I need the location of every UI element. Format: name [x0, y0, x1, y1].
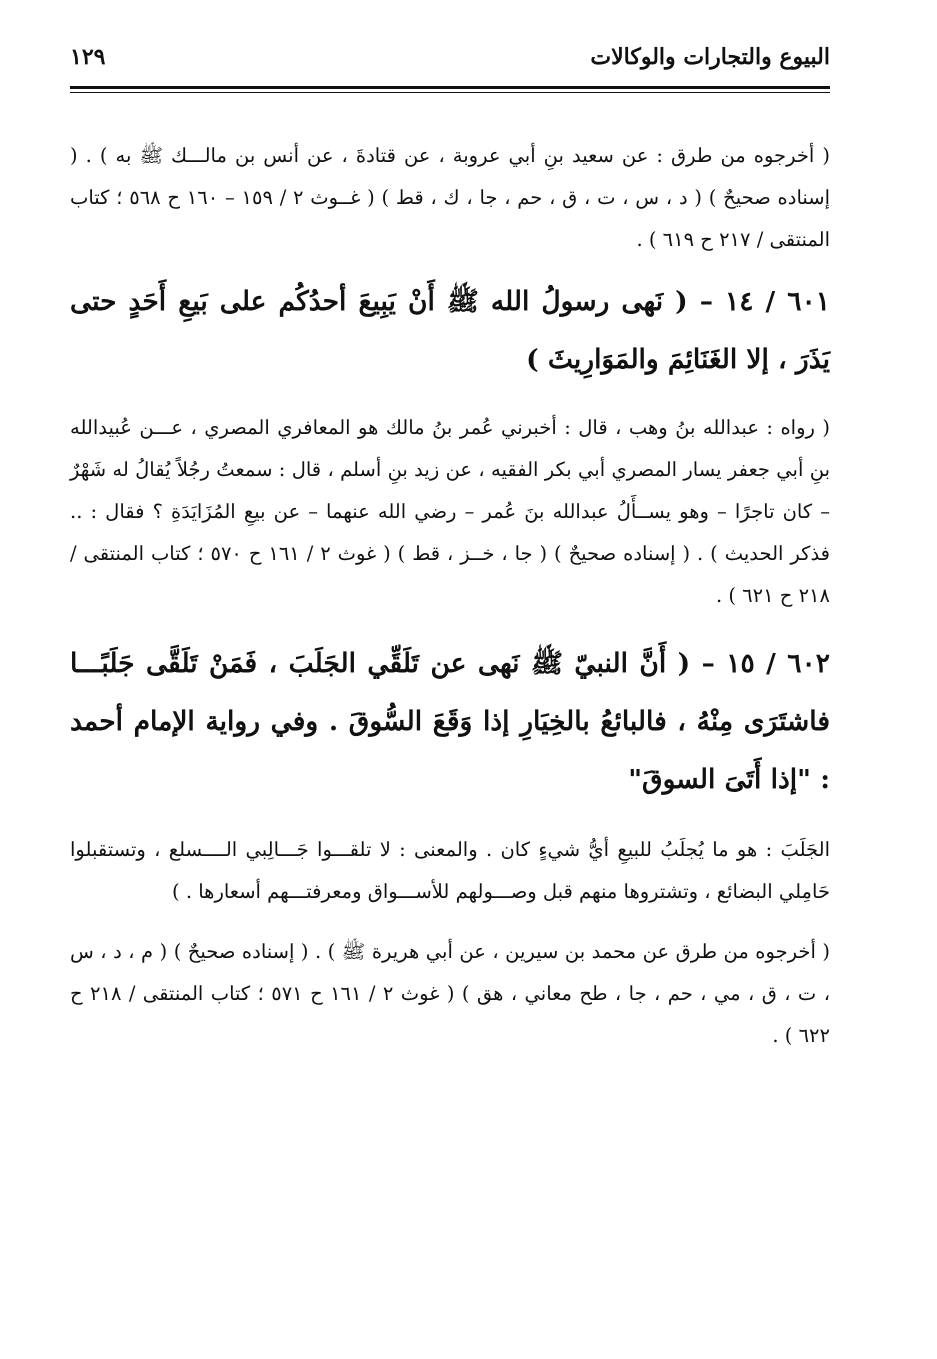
- hadith-601: ٦٠١ / ١٤ – ( نَهى رسولُ الله ﷺ أَنْ يَبِيعَ أحدُكُم على بَيعِ أَحَدٍ حتى يَذَرَ ، إلا الغَنَائِمَ والمَوَارِيثَ ): [70, 286, 830, 375]
- takhrij-note-1: ( أخرجوه من طرق : عن سعيد بنِ أبي عروبة ، عن قتادةَ ، عن أنس بن مالـــك ﷺ به ) . ( إسناده صحيحٌ ) ( د ، س ، ت ، ق ، حم ، جا ، ك ، قط ) ( غــوث ٢ / ١٥٩ – ١٦٠ ح ٥٦٨ ؛ كتاب المنتقى / ٢١٧ ح ٦١٩ ) .: [70, 144, 831, 251]
- takhrij-note-3: ( أخرجوه من طرق عن محمد بن سيرين ، عن أبي هريرة ﷺ ) . ( إسناده صحيحٌ ) ( م ، د ، س ، ت ، ق ، مي ، حم ، جا ، طح معاني ، هق ) ( غوث ٢ / ١٦١ ح ٥٧١ ؛ كتاب المنتقى / ٢١٨ ح ٦٢٢ ) .: [70, 940, 830, 1047]
- explanation-note: الجَلَبَ : هو ما يُجلَبُ للبيعِ أيُّ شيءٍ كان . والمعنى : لا تلقـــوا جَـــالِبي الــــسلع ، وتستقبلوا حَامِلي البضائع ، وتشتروها منهم قبل وصـــولهم للأســـواق ومعرفتـــهم أسعارها . ): [70, 838, 830, 903]
- running-title: البيوع والتجارات والوكالات: [590, 44, 830, 70]
- header-rule-thick: [70, 86, 830, 89]
- book-page: [70, 34, 830, 1057]
- takhrij-note-2: ( رواه : عبدالله بنُ وهب ، قال : أخبرني عُمر بنُ مالك هو المعافري المصري ، عـــن عُبيدالله بنِ أبي جعفر يسار المصري أبي بكر الفقيه ، عن زيد بنِ أسلم ، قال : سمعتُ رجُلاً يُقالُ له شَهْرٌ – كان تاجرًا – وهو يســأَلُ عبدالله بنَ عُمر – رضي الله عنهما – عن بيعِ المُزَايَدَةِ ؟ فقال : .. فذكر الحديث ) . ( إسناده صحيحٌ ) ( جا ، خــز ، قط ) ( غوث ٢ / ١٦١ ح ٥٧٠ ؛ كتاب المنتقى / ٢١٨ ح ٦٢١ ) .: [70, 416, 830, 607]
- page-header: [70, 34, 830, 78]
- hadith-602: ٦٠٢ / ١٥ – ( أَنَّ النبيّ ﷺ نَهى عن تَلَقِّي الجَلَبَ ، فَمَنْ تَلَقَّى جَلَبًـــا فاشتَرَى مِنْهُ ، فالبائعُ بالخِيَارِ إذا وَقَعَ السُّوقَ . وفي رواية الإمام أحمد : "إذا أَتَىَ السوقَ": [70, 648, 830, 795]
- header-rule-thin: [70, 92, 830, 93]
- page-number: ١٢٩: [70, 44, 106, 70]
